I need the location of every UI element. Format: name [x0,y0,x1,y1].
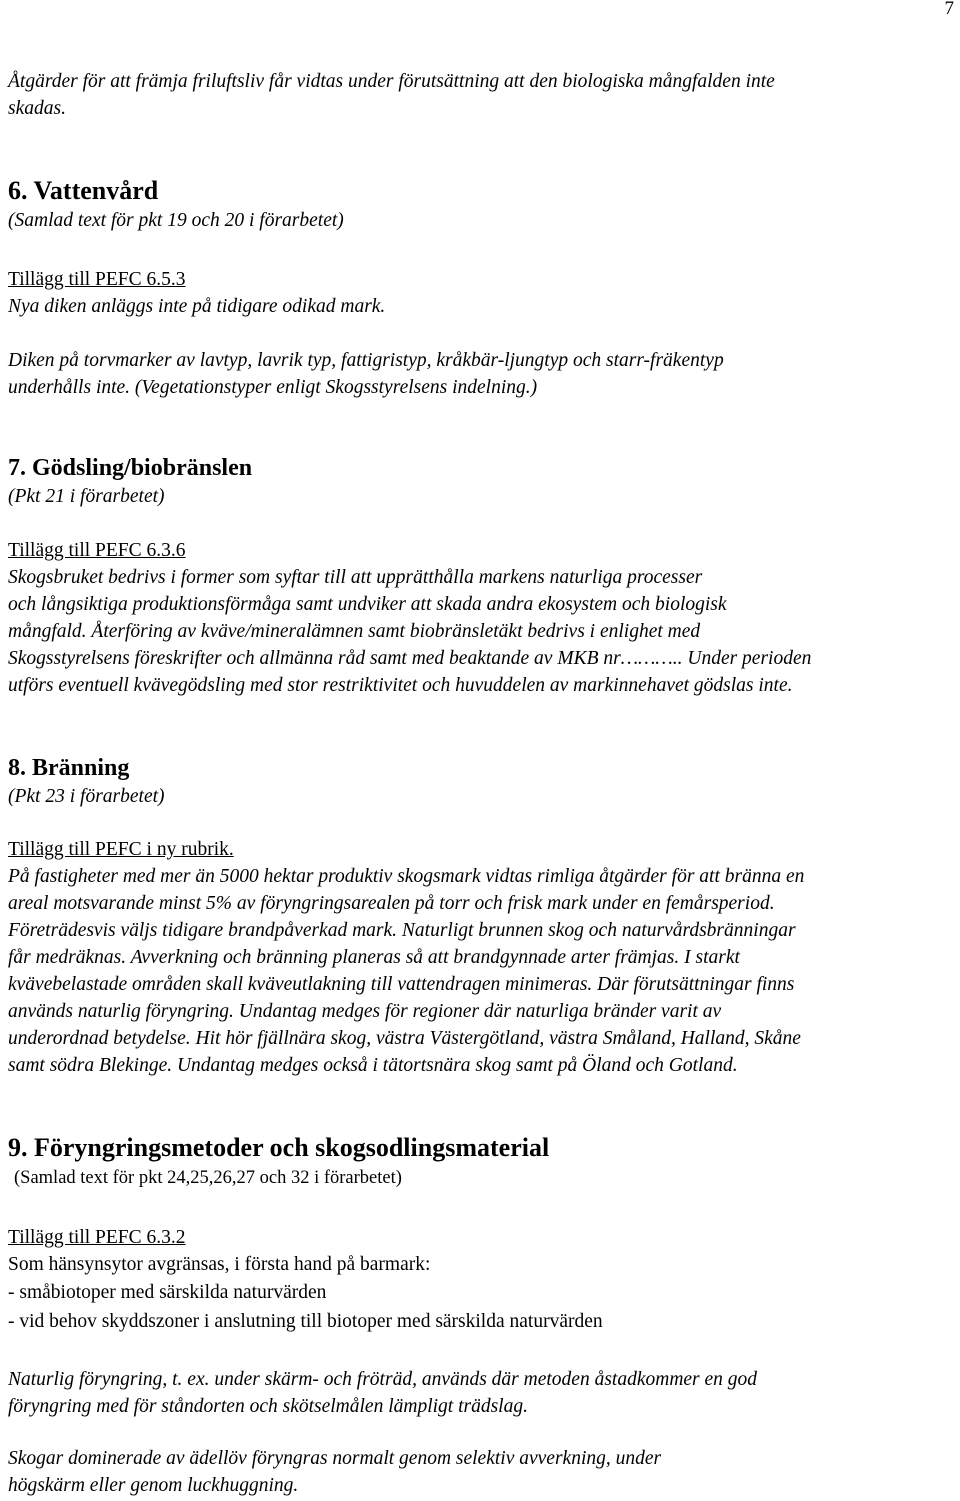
section-9-subheading: (Samlad text för pkt 24,25,26,27 och 32 i förarbetet) [14,1168,402,1188]
section-6-body-line: Diken på torvmarker av lavtyp, lavrik typ, fattigristyp, kråkbär-ljungtyp och starr-fräkentyp [8,350,724,371]
section-7-heading: 7. Gödsling/biobränslen [8,455,253,481]
section-6-subheading: (Samlad text för pkt 19 och 20 i förarbetet) [8,210,344,231]
section-8-body-line: kvävebelastade områden skall kväveutlakning till vattendragen minimeras. Där förutsättningar finns [8,974,795,995]
section-9-para2-line: Skogar dominerade av ädellöv föryngras normalt genom selektiv avverkning, under [8,1448,662,1469]
section-8-body-line: Företrädesvis väljs tidigare brandpåverkad mark. Naturligt brunnen skog och naturvårdsbränningar [8,920,796,941]
section-7-body-line: mångfald. Återföring av kväve/mineralämnen samt biobränsletäkt bedrivs i enlighet med [8,621,701,642]
section-8-body-line: areal motsvarande minst 5% av föryngringsarealen på torr och frisk mark under en femårsperiod. [8,893,775,914]
intro-line: skadas. [8,98,66,119]
section-9-heading: 9. Föryngringsmetoder och skogsodlingsmaterial [8,1133,550,1162]
section-7-addition-label: Tillägg till PEFC 6.3.6 [8,540,186,561]
intro-line: Åtgärder för att främja friluftsliv får vidtas under förutsättning att den biologiska mångfalden inte [8,71,775,92]
section-8-body-line: underordnad betydelse. Hit hör fjällnära skog, västra Västergötland, västra Småland, Halland, Skåne [8,1028,801,1049]
section-8-addition-label: Tillägg till PEFC i ny rubrik. [8,839,234,860]
section-7-body-line: Skogsstyrelsens föreskrifter och allmänna råd samt med beaktande av MKB nr……….. Under perioden [8,648,812,669]
section-8-subheading: (Pkt 23 i förarbetet) [8,786,165,807]
section-7-body-line: Skogsbruket bedrivs i former som syftar till att upprätthålla markens naturliga processer [8,567,703,588]
section-6-body-line: underhålls inte. (Vegetationstyper enligt Skogsstyrelsens indelning.) [8,377,538,398]
section-6-heading: 6. Vattenvård [8,176,159,205]
section-7-body-line: utförs eventuell kvävegödsling med stor restriktivitet och huvuddelen av markinnehavet gödslas inte. [8,675,793,696]
section-9-list-item: - vid behov skyddszoner i anslutning till biotoper med särskilda naturvärden [8,1311,603,1332]
section-7-body-line: och långsiktiga produktionsförmåga samt undviker att skada andra ekosystem och biologisk [8,594,727,615]
section-8-heading: 8. Bränning [8,755,130,781]
section-6-rule: Nya diken anläggs inte på tidigare odikad mark. [8,296,386,317]
section-9-para1-line: föryngring med för ståndorten och skötselmålen lämpligt trädslag. [8,1396,528,1417]
page-number: 7 [944,0,954,19]
section-9-addition-label: Tillägg till PEFC 6.3.2 [8,1227,186,1248]
section-9-para1-line: Naturlig föryngring, t. ex. under skärm- och fröträd, används där metoden åstadkommer en god [8,1369,758,1390]
section-8-body-line: får medräknas. Avverkning och bränning planeras så att brandgynnade arter främjas. I starkt [8,947,740,968]
section-9-para2-line: högskärm eller genom luckhuggning. [8,1475,299,1496]
section-6-addition-label: Tillägg till PEFC 6.5.3 [8,269,186,290]
section-9-list-intro: Som hänsynsytor avgränsas, i första hand på barmark: [8,1254,431,1275]
section-8-body-line: På fastigheter med mer än 5000 hektar produktiv skogsmark vidtas rimliga åtgärder för att bränna en [8,866,805,887]
section-8-body-line: används naturlig föryngring. Undantag medges för regioner där naturliga bränder varit av [8,1001,722,1022]
section-8-body-line: samt södra Blekinge. Undantag medges också i tätortsnära skog samt på Öland och Gotland. [8,1055,738,1076]
section-9-list-item: - småbiotoper med särskilda naturvärden [8,1282,327,1303]
section-7-subheading: (Pkt 21 i förarbetet) [8,486,165,507]
